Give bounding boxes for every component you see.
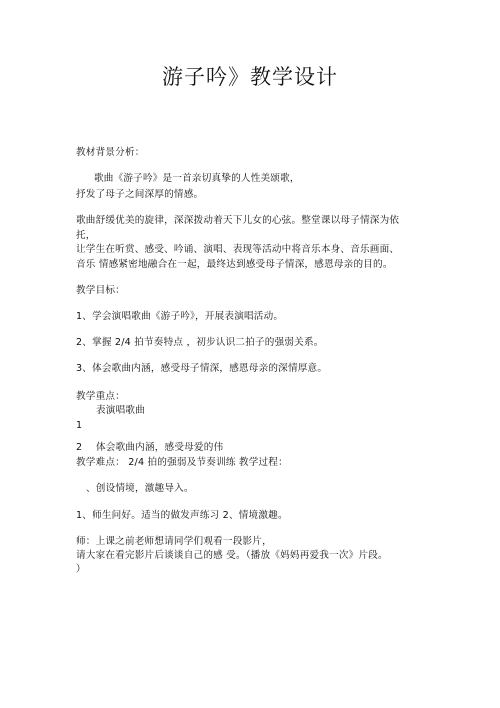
paragraph-line: ） [76,564,86,575]
key-point-text: 表演唱歌曲 [96,405,145,416]
paragraph-line: 歌曲《游子吟》是一首亲切真挚的人性美颂歌， [94,173,300,184]
difficulty-and-process-line: 教学难点： 2/4 拍的强弱及节奏训练 教学过程： [76,457,288,468]
paragraph-line: 请大家在看完影片后谈谈自己的感 受。（播放《妈妈再爱我一次》片段。 [76,550,388,561]
section-heading-background: 教材背景分析： [76,147,145,158]
paragraph-line: 抒发了母子之间深厚的情感。 [76,189,204,200]
paragraph-line: 音乐 情感紧密地融合在一起，最终达到感受母子情深，感恩母亲的目的。 [76,259,393,270]
key-point-number: 2 [76,442,83,453]
paragraph-line: 师：上课之前老师想请同学们观看一段影片， [76,536,272,547]
key-point-number: 1 [76,420,83,431]
process-step: 、创设情境，激趣导入。 [86,483,194,494]
section-heading-key-points: 教学重点： [76,391,125,402]
paragraph-line: 托， [76,230,96,241]
section-heading-goals: 教学目标： [76,285,125,296]
goal-item: 3、体会歌曲内涵，感受母子情深，感恩母亲的深情厚意。 [76,363,328,374]
goal-item: 2、掌握 2/4 拍节奏特点 ，初步认识二拍子的强弱关系。 [76,337,324,348]
document-title: 游子吟》教学设计 [162,65,338,89]
key-point-text: 体会歌曲内涵，感受母爱的伟 [96,442,224,453]
goal-item: 1、学会演唱歌曲《游子吟》，开展表演唱活动。 [76,311,284,322]
process-step: 1、师生问好。适当的做发声练习 2、情境激趣。 [76,510,288,521]
paragraph-line: 让学生在听赏、感受、吟诵、演唱、表现等活动中将音乐本身、音乐画面、 [76,244,400,255]
paragraph-line: 歌曲舒缓优美的旋律，深深拨动着天下儿女的心弦。整堂课以母子情深为依 [76,215,400,226]
